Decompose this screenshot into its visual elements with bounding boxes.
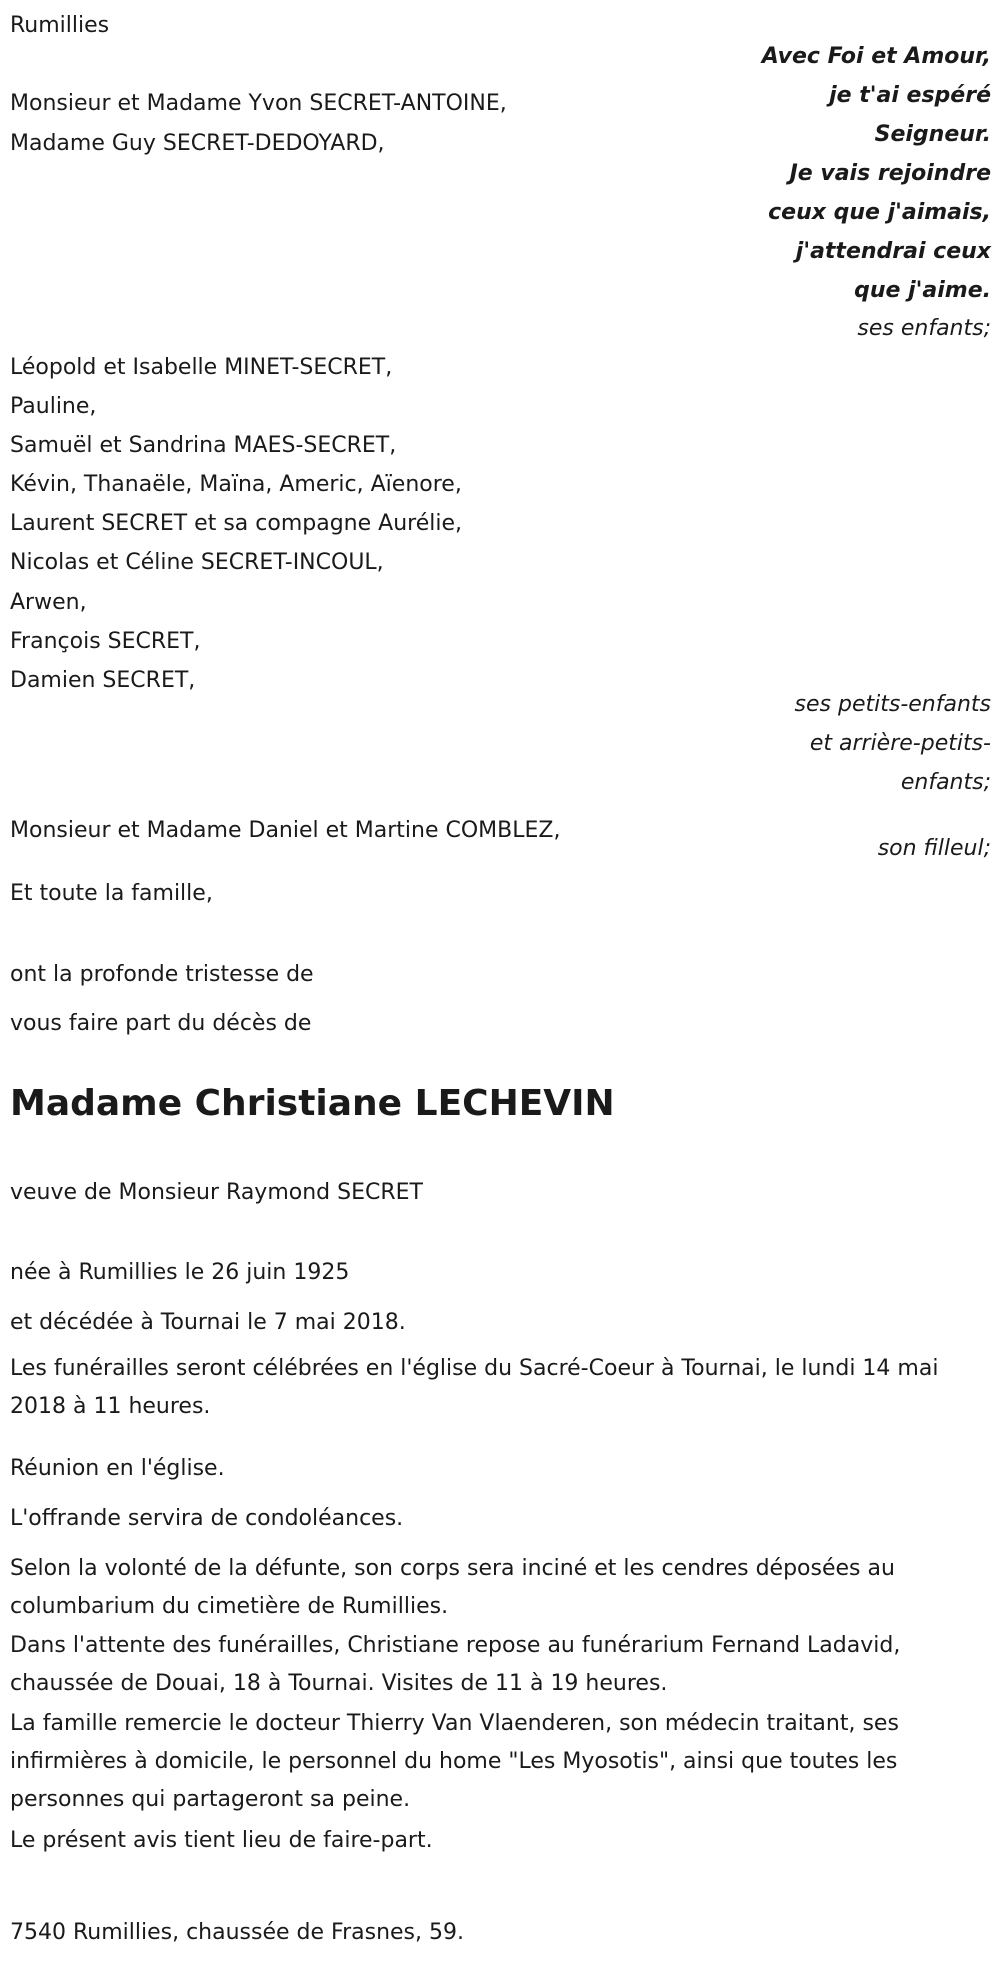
family-grandchild: Nicolas et Céline SECRET-INCOUL, <box>10 550 384 575</box>
children-label: ses enfants; <box>857 316 991 341</box>
poem-line: Avec Foi et Amour, <box>761 44 991 69</box>
address: 7540 Rumillies, chaussée de Frasnes, 59. <box>10 1920 464 1945</box>
funeral-info: Les funérailles seront célébrées en l'église du Sacré-Coeur à Tournai, le lundi 14 mai 2018 à 11 heures. <box>10 1356 939 1419</box>
thanks-info: La famille remercie le docteur Thierry Van Vlaenderen, son médecin traitant, ses infirmières à domicile, le personnel du home "Les Myosotis", ainsi que toutes les personnes qui partageront sa peine. <box>10 1711 899 1812</box>
family-grandchild: Arwen, <box>10 590 87 615</box>
family-grandchild: Kévin, Thanaële, Maïna, Americ, Aïenore, <box>10 472 462 497</box>
family-godson: Monsieur et Madame Daniel et Martine COMBLEZ, <box>10 818 561 843</box>
poem-line: que j'aime. <box>854 278 991 303</box>
family-grandchild: Laurent SECRET et sa compagne Aurélie, <box>10 511 462 536</box>
family-grandchild: Pauline, <box>10 394 97 419</box>
family-grandchild: Léopold et Isabelle MINET-SECRET, <box>10 355 393 380</box>
grandchildren-label: ses petits-enfants <box>794 692 991 717</box>
whole-family: Et toute la famille, <box>10 881 213 906</box>
poem-line: j'attendrai ceux <box>795 239 991 264</box>
family-child: Madame Guy SECRET-DEDOYARD, <box>10 131 385 156</box>
godson-label: son filleul; <box>877 836 991 861</box>
poem-line: Je vais rejoindre <box>789 161 991 186</box>
poem-line: ceux que j'aimais, <box>768 200 991 225</box>
poem-line: je t'ai espéré <box>829 83 991 108</box>
meeting-info: Réunion en l'église. <box>10 1456 225 1481</box>
offering-info: L'offrande servira de condoléances. <box>10 1506 404 1531</box>
family-child: Monsieur et Madame Yvon SECRET-ANTOINE, <box>10 91 507 116</box>
cremation-info: Selon la volonté de la défunte, son corps sera inciné et les cendres déposées au columbarium du cimetière de Rumillies. <box>10 1556 895 1619</box>
widow-of: veuve de Monsieur Raymond SECRET <box>10 1180 423 1205</box>
family-grandchild: Damien SECRET, <box>10 668 196 693</box>
announcement-line: vous faire part du décès de <box>10 1011 312 1036</box>
grandchildren-label: enfants; <box>900 770 991 795</box>
poem-line: Seigneur. <box>874 122 991 147</box>
visitation-info: Dans l'attente des funérailles, Christiane repose au funérarium Fernand Ladavid, chaussée de Douai, 18 à Tournai. Visites de 11 à 19 heures. <box>10 1633 901 1696</box>
deceased-name: Madame Christiane LECHEVIN <box>10 1083 615 1124</box>
notice-info: Le présent avis tient lieu de faire-part. <box>10 1828 433 1853</box>
birth-info: née à Rumillies le 26 juin 1925 <box>10 1260 350 1285</box>
city-heading: Rumillies <box>10 13 110 38</box>
family-grandchild: Samuël et Sandrina MAES-SECRET, <box>10 433 397 458</box>
family-grandchild: François SECRET, <box>10 629 201 654</box>
announcement-line: ont la profonde tristesse de <box>10 962 314 987</box>
grandchildren-label: et arrière-petits- <box>809 731 991 756</box>
death-info: et décédée à Tournai le 7 mai 2018. <box>10 1310 406 1335</box>
